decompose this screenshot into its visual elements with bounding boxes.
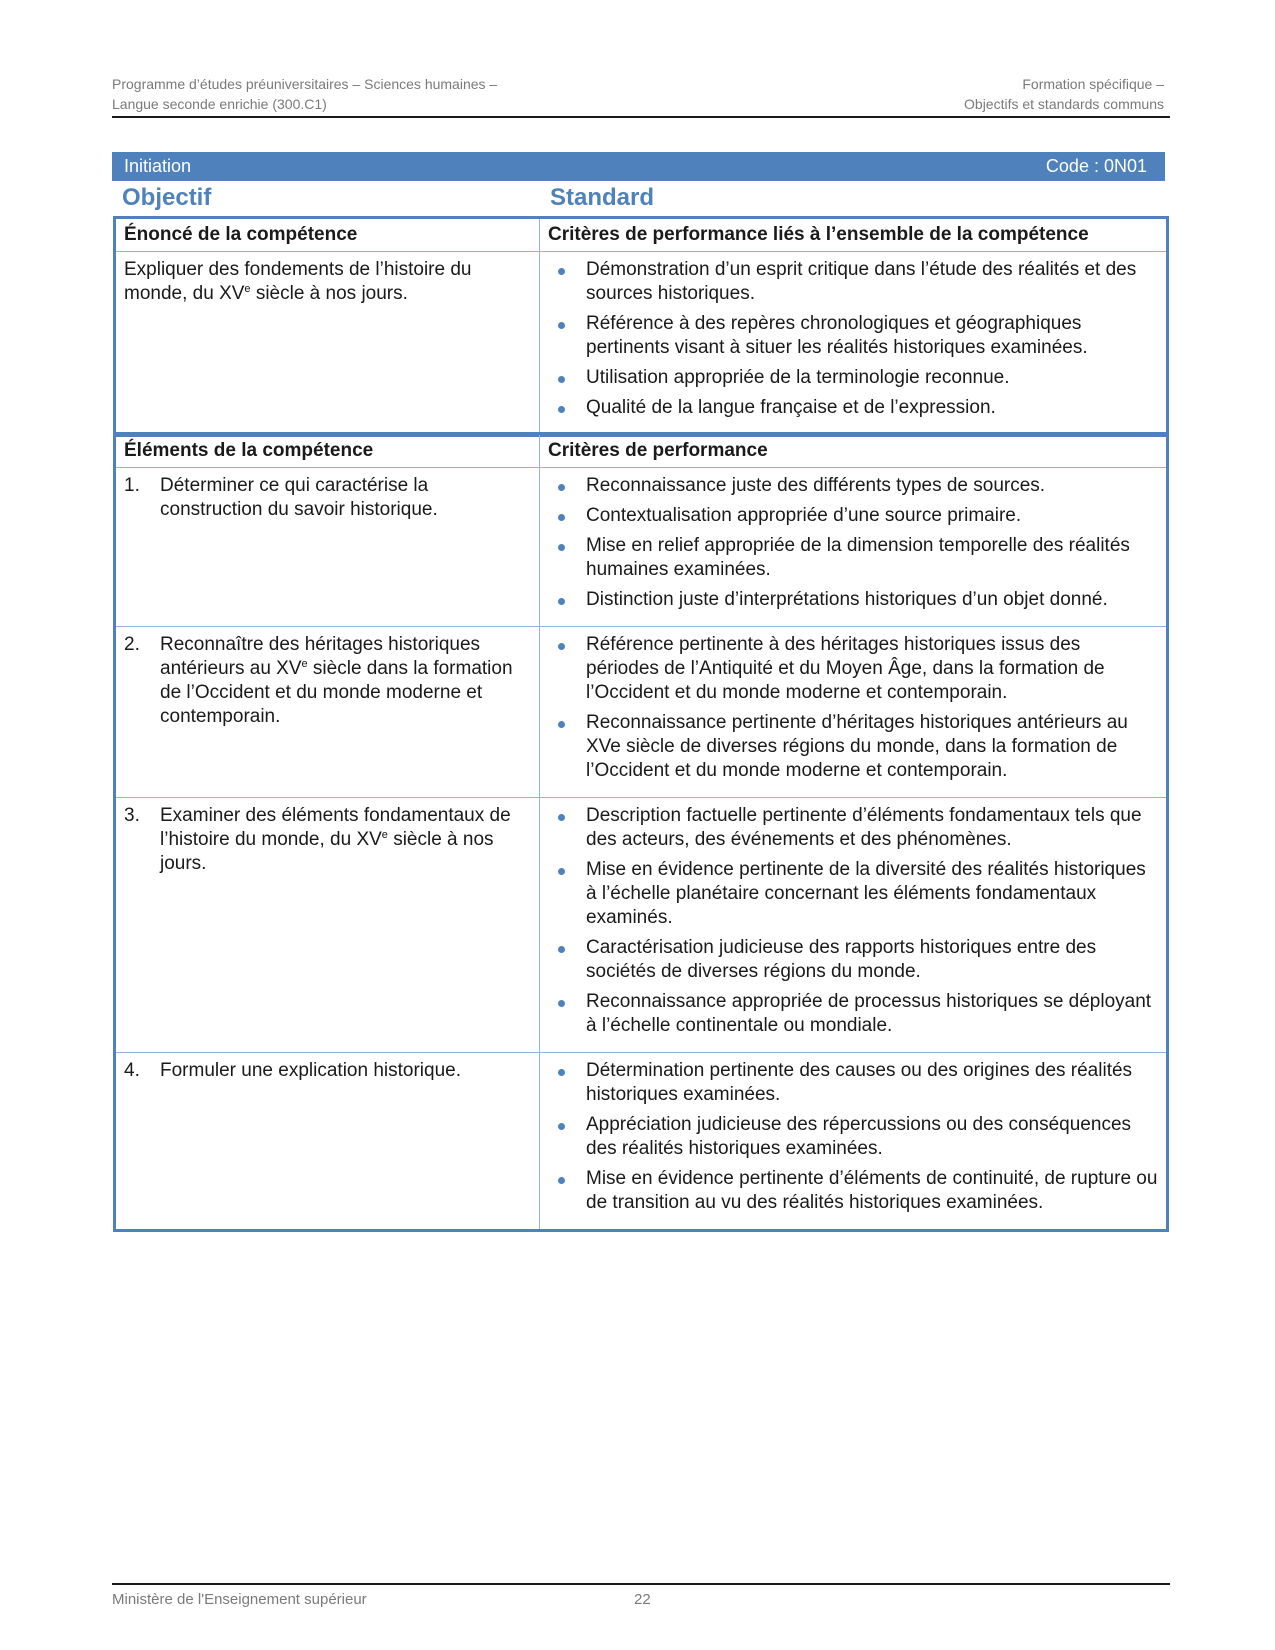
level-label: Initiation (124, 156, 192, 176)
criterion-item: Reconnaissance juste des différents types de sources. (548, 474, 1158, 498)
element-text: 2. Reconnaître des héritages historiques antérieurs au XVe siècle dans la formation de l’Occident et du monde moderne et contemporain. (124, 634, 513, 727)
criterion-item: Détermination pertinente des causes ou des origines des réalités historiques examinées. (548, 1059, 1158, 1107)
global-criteria-list (540, 252, 1166, 434)
criteria-header: Critères de performance (540, 434, 1168, 468)
bullet-icon (558, 322, 565, 329)
criterion-item: Référence pertinente à des héritages historiques issus des périodes de l’Antiquité et du Moyen Âge, dans la formation de l’Occident et du monde moderne et contemporain. (548, 633, 1158, 705)
criterion-item: Distinction juste d’interprétations historiques d’un objet donné. (548, 588, 1158, 612)
criterion-item: Reconnaissance pertinente d’héritages historiques antérieurs au XVe siècle de diverses régions du monde, dans la formation de l’Occident et du monde moderne et contemporain. (548, 711, 1158, 783)
competence-table (113, 216, 1169, 437)
bullet-icon (558, 1123, 565, 1130)
element-criteria-list (540, 468, 1166, 626)
element-criteria-list (540, 798, 1166, 1052)
criterion-item: Utilisation appropriée de la terminologie reconnue. (548, 366, 1158, 390)
criterion-item: Démonstration d’un esprit critique dans l’étude des réalités et des sources historiques. (548, 258, 1158, 306)
competence-header-row (115, 218, 1168, 252)
bullet-icon (558, 1069, 565, 1076)
page-number: 22 (634, 1591, 651, 1608)
element-row (115, 1053, 1168, 1231)
bullet-icon (558, 484, 565, 491)
element-row (115, 798, 1168, 1053)
bullet-icon (558, 376, 565, 383)
global-criteria-header: Critères de performance liés à l’ensemble de la compétence (540, 218, 1168, 252)
statement-header: Énoncé de la compétence (115, 218, 540, 252)
page-header (112, 74, 1170, 118)
bullet-icon (558, 946, 565, 953)
criterion-item: Appréciation judicieuse des répercussions ou des conséquences des réalités historiques examinées. (548, 1113, 1158, 1161)
objective-title: Objectif (122, 184, 212, 211)
bullet-icon (558, 868, 565, 875)
header-left-line1: Programme d’études préuniversitaires – Sciences humaines – (112, 76, 498, 92)
bullet-icon (558, 598, 565, 605)
header-right-line2: Objectifs et standards communs (964, 96, 1164, 112)
course-code: Code : 0N01 (1045, 156, 1147, 176)
standard-title: Standard (550, 184, 655, 211)
criterion-item: Référence à des repères chronologiques et géographiques pertinents visant à situer les réalités historiques examinées. (548, 312, 1158, 360)
competence-row (115, 252, 1168, 436)
criterion-item: Qualité de la langue française et de l’expression. (548, 396, 1158, 420)
elements-table (113, 432, 1169, 1232)
header-program-title (112, 74, 497, 114)
element-row (115, 627, 1168, 798)
element-text: 4. Formuler une explication historique. (124, 1060, 461, 1081)
element-text: 1. Déterminer ce qui caractérise la construction du savoir historique. (124, 475, 438, 520)
elements-header-row (115, 434, 1168, 468)
criterion-item: Description factuelle pertinente d’éléments fondamentaux tels que des acteurs, des événements et des phénomènes. (548, 804, 1158, 852)
criterion-item: Mise en évidence pertinente de la diversité des réalités historiques à l’échelle planétaire concernant les éléments fondamentaux examinés. (548, 858, 1158, 930)
header-left-line2: Langue seconde enrichie (300.C1) (112, 96, 327, 112)
footer-ministry: Ministère de l'Enseignement supérieur (112, 1591, 367, 1608)
bullet-icon (558, 544, 565, 551)
criterion-item: Mise en relief appropriée de la dimension temporelle des réalités humaines examinées. (548, 534, 1158, 582)
competence-statement: Expliquer des fondements de l’histoire du monde, du XVe siècle à nos jours. (124, 259, 472, 304)
element-row (115, 468, 1168, 627)
header-section-title (964, 74, 1164, 114)
bullet-icon (558, 643, 565, 650)
bullet-icon (558, 1177, 565, 1184)
level-code-bar (112, 152, 1165, 181)
criterion-item: Caractérisation judicieuse des rapports historiques entre des sociétés de diverses régions du monde. (548, 936, 1158, 984)
element-criteria-list (540, 627, 1166, 797)
criterion-item: Mise en évidence pertinente d’éléments de continuité, de rupture ou de transition au vu des réalités historiques examinées. (548, 1167, 1158, 1215)
page-footer (112, 1583, 1170, 1608)
bullet-icon (558, 268, 565, 275)
element-text: 3. Examiner des éléments fondamentaux de l’histoire du monde, du XVe siècle à nos jours. (124, 805, 511, 874)
bullet-icon (558, 1000, 565, 1007)
bullet-icon (558, 814, 565, 821)
criterion-item: Reconnaissance appropriée de processus historiques se déployant à l’échelle continentale ou mondiale. (548, 990, 1158, 1038)
bullet-icon (558, 721, 565, 728)
elements-header: Éléments de la compétence (115, 434, 540, 468)
header-right-line1: Formation spécifique – (1022, 76, 1164, 92)
criterion-item: Contextualisation appropriée d’une source primaire. (548, 504, 1158, 528)
element-criteria-list (540, 1053, 1166, 1229)
bullet-icon (558, 406, 565, 413)
bullet-icon (558, 514, 565, 521)
